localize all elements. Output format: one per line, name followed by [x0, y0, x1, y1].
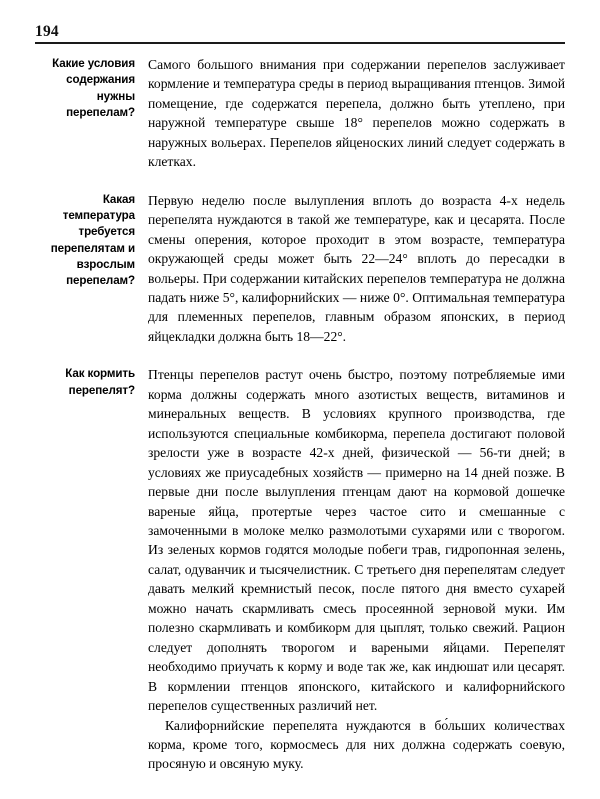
qa-question-heading: Как кормить перепелят?: [65, 367, 135, 397]
qa-item: [35, 55, 565, 172]
qa-question-heading: Какая температура требуется перепелятам и взрослым перепелам?: [50, 192, 135, 288]
header-rule: [35, 42, 565, 44]
paragraph: Первую неделю после вылупления вплоть до возраста 4-х недель перепелята нуждаются в такой же температуре, как и цесарята. После смены оперения, которое проходит в этом возрасте, температура окружающей среды может быть 22—24° вплоть до пересадки в вольеры. При содержании китайских перепелов температура не должна падать ниже 5°, калифорнийских — ниже 0°. Оптимальная температура для племенных перепелов, главным образом японских, в период яйцекладки должна быть 18—22°.: [148, 192, 565, 344]
qa-answer-body: [148, 365, 565, 774]
qa-list: [35, 55, 565, 774]
running-head: [35, 23, 565, 44]
page-number: 194: [35, 23, 59, 40]
paragraph: Калифорнийские перепелята нуждаются в бо́льших количествах корма, кроме того, кормосмесь для них должна содержать соевую, просяную и овсяную муку.: [148, 717, 565, 772]
qa-question-heading: Какие условия содержания нужны перепелам?: [52, 57, 135, 119]
paragraph: Самого большого внимания при содержании перепелов заслуживает кормление и температура среды в период выращивания птенцов. Зимой помещение, где содержатся перепела, должно быть утеплено, при наружной температуре свыше 18° перепелов можно содержать в наружных вольерах. Перепелов яйценоских линий следует содержать в клетках.: [148, 57, 565, 170]
qa-answer-body: [148, 55, 565, 172]
paragraph: Птенцы перепелов растут очень быстро, поэтому потребляемые ими корма должны содержать много азотистых веществ, витаминов и минеральных веществ. В условиях крупного производства, где используются специальные комбикорма, перепела достигают половой зрелости уже в возрасте 42-х дней, физической — 56-ти дней; в условиях же приусадебных хозяйств — примерно на 14 дней позже. В первые дни после вылупления птенцам дают на кормовой дошечке вареные яйца, протертые через частое сито и смешанные с замоченными в молоке мелко размолотыми сухарями или с творогом. Из зеленых кормов годятся молодые побеги трав, гидропонная зелень, салат, одуванчик и тысячелистник. С третьего дня перепелятам следует давать мелкий кремнистый песок, после пятого дня вместо сухарей можно начать скармливать смесь просеянной зерновой муки. Им полезно скармливать и комбикорм для цыплят, только свежий. Рацион следует дополнять творогом и вареными яйцами. Перепелят необходимо приучать к корму и воде так же, как индюшат или цесарят. В кормлении птенцов японского, китайского и калифорнийского перепелов существенных различий нет.: [148, 367, 565, 714]
qa-item: [35, 191, 565, 347]
qa-answer-body: [148, 191, 565, 347]
qa-item: [35, 365, 565, 774]
